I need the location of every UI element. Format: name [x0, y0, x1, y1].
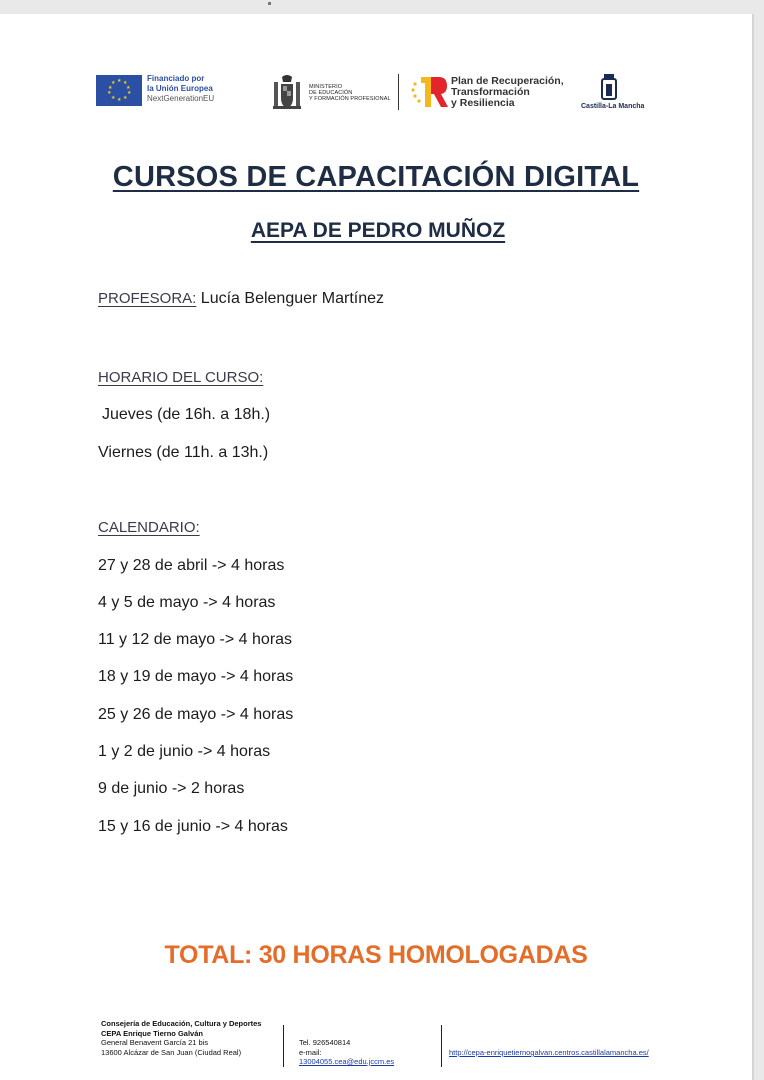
- footer-org-1: Consejería de Educación, Cultura y Deportes: [101, 1019, 262, 1028]
- footer-website-link[interactable]: http://cepa-enriquetiernogalvan.centros.castillalamancha.es/: [449, 1048, 649, 1057]
- recovery-plan-logo-icon: [410, 74, 448, 110]
- total-hours: TOTAL: 30 HORAS HOMOLOGADAS: [164, 941, 588, 969]
- calendar-item: 15 y 16 de junio -> 4 horas: [98, 818, 288, 835]
- plan-line-2: Transformación: [451, 86, 530, 98]
- calendar-item: 11 y 12 de mayo -> 4 horas: [98, 631, 293, 648]
- footer-org-2: CEPA Enrique Tierno Galván: [101, 1028, 203, 1038]
- document-subtitle: AEPA DE PEDRO MUÑOZ: [250, 219, 506, 242]
- teacher-line: [98, 290, 384, 308]
- schedule-heading: [98, 369, 263, 387]
- document-page: [0, 14, 754, 1080]
- castilla-la-mancha-logo-icon: [596, 72, 622, 102]
- eu-line-3: NextGenerationEU: [147, 94, 215, 103]
- footer-email-line: [299, 1048, 394, 1067]
- schedule-item: Jueves (de 16h. a 18h.): [102, 406, 271, 423]
- scan-mark: [268, 2, 271, 5]
- footer-address-2: 13600 Alcázar de San Juan (Ciudad Real): [101, 1047, 242, 1057]
- ministry-line-3: Y FORMACIÓN PROFESIONAL: [309, 96, 391, 102]
- spain-coat-of-arms-icon: [272, 74, 302, 112]
- calendar-item: 18 y 19 de mayo -> 4 horas: [98, 668, 294, 685]
- eu-line-1: Financiado por: [147, 74, 205, 83]
- plan-line-1: Plan de Recuperación,: [451, 75, 564, 87]
- footer-divider: [283, 1025, 284, 1067]
- region-name: Castilla-La Mancha: [581, 103, 645, 110]
- footer-divider: [441, 1025, 442, 1067]
- calendar-heading: [98, 519, 200, 537]
- ministry-line-1: MINISTERIO: [309, 84, 343, 90]
- calendar-item: 1 y 2 de junio -> 4 horas: [98, 743, 271, 760]
- eu-funding-text: [147, 74, 214, 104]
- footer-address-1: General Benavent García 21 bis: [101, 1038, 209, 1047]
- schedule-item: Viernes (de 11h. a 13h.): [98, 444, 269, 461]
- schedule-label: HORARIO DEL CURSO:: [98, 369, 264, 386]
- ministry-line-2: DE EDUCACIÓN: [309, 90, 353, 96]
- footer-email-label: e-mail:: [299, 1047, 322, 1057]
- calendar-label: CALENDARIO:: [98, 519, 200, 536]
- plan-line-3: y Resiliencia: [451, 97, 515, 109]
- calendar-item: 4 y 5 de mayo -> 4 horas: [98, 594, 276, 611]
- calendar-item: 25 y 26 de mayo -> 4 horas: [98, 706, 294, 723]
- footer-email-link[interactable]: 13004055.cea@edu.jccm.es: [299, 1057, 395, 1066]
- ministry-text: [309, 84, 391, 102]
- document-title: CURSOS DE CAPACITACIÓN DIGITAL: [112, 161, 640, 193]
- calendar-item: 9 de junio -> 2 horas: [98, 780, 245, 797]
- teacher-label: PROFESORA:: [98, 290, 197, 307]
- eu-line-2: la Unión Europea: [147, 84, 213, 93]
- eu-flag-icon: ★ ★ ★ ★ ★ ★ ★ ★ ★ ★: [96, 75, 142, 106]
- footer-address: [101, 1019, 261, 1057]
- recovery-plan-text: [451, 76, 564, 109]
- teacher-name: Lucía Belenguer Martínez: [196, 290, 385, 307]
- calendar-item: 27 y 28 de abril -> 4 horas: [98, 557, 285, 574]
- footer-contact: [299, 1038, 394, 1067]
- footer-web: [449, 1048, 649, 1058]
- footer-tel: Tel. 926540814: [299, 1038, 351, 1047]
- header-divider: [398, 74, 399, 110]
